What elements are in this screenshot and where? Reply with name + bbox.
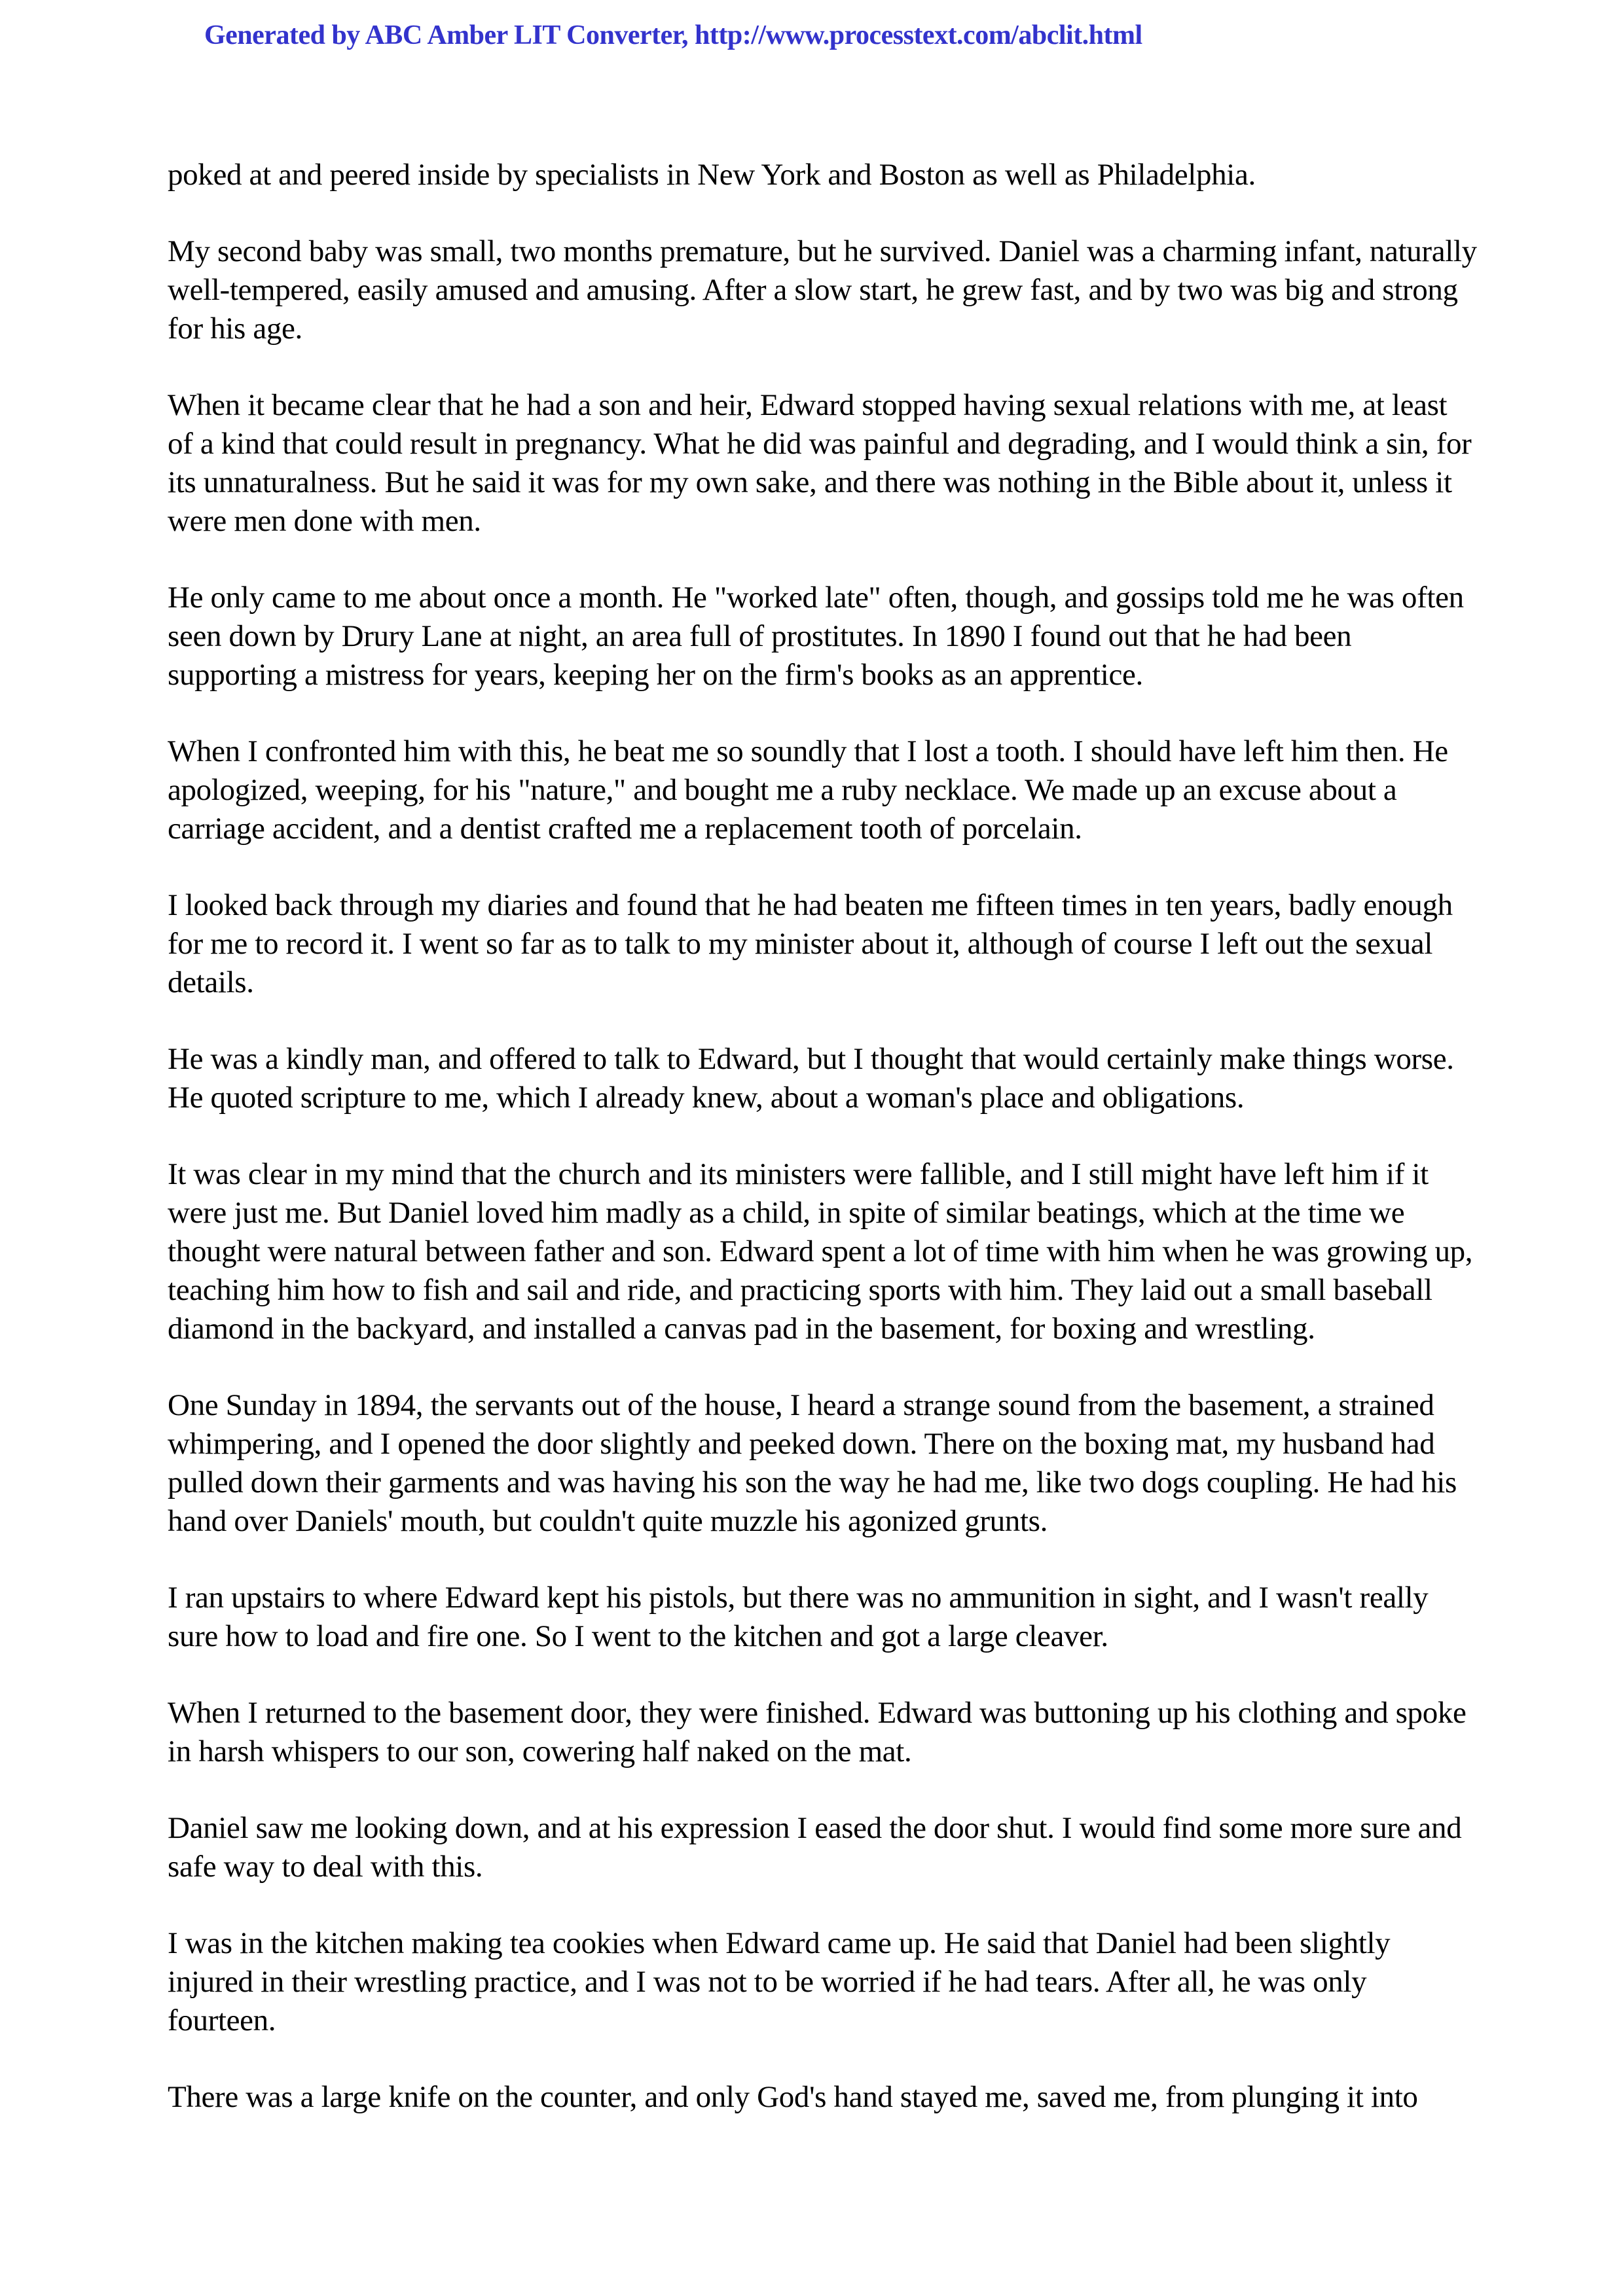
paragraph-10: I ran upstairs to where Edward kept his pistols, but there was no ammunition in sight, and I wasn't really sure how to load and fire one. So I went to the kitchen and got a large cleaver. [168, 1581, 1429, 1653]
paragraph-5: When I confronted him with this, he beat me so soundly that I lost a tooth. I should have left him then. He apologized, weeping, for his "nature," and bought me a ruby necklace. We made up an excuse about a carriage accident, and a dentist crafted me a replacement tooth of porcelain. [168, 734, 1448, 846]
converter-header-link[interactable]: Generated by ABC Amber LIT Converter, http://www.processtext.com/abclit.html [204, 20, 1142, 50]
paragraph-1: poked at and peered inside by specialists in New York and Boston as well as Philadelphia. [168, 158, 1256, 192]
document-body [168, 156, 1477, 2155]
paragraph-3: When it became clear that he had a son and heir, Edward stopped having sexual relations with me, at least of a kind that could result in pregnancy. What he did was painful and degrading, and I would think a sin, for its unnaturalness. But he said it was for my own sake, and there was nothing in the Bible about it, unless it were men done with men. [168, 388, 1472, 538]
paragraph-14: There was a large knife on the counter, and only God's hand stayed me, saved me, from plunging it into [168, 2080, 1418, 2114]
paragraph-7: He was a kindly man, and offered to talk to Edward, but I thought that would certainly make things worse. He quoted scripture to me, which I already knew, about a woman's place and obligations. [168, 1042, 1454, 1115]
paragraph-9: One Sunday in 1894, the servants out of the house, I heard a strange sound from the basement, a strained whimpering, and I opened the door slightly and peeked down. There on the boxing mat, my husband had pulled down their garments and was having his son the way he had me, like two dogs coupling. He had his hand over Daniels' mouth, but couldn't quite muzzle his agonized grunts. [168, 1388, 1457, 1538]
paragraph-11: When I returned to the basement door, they were finished. Edward was buttoning up his clothing and spoke in harsh whispers to our son, cowering half naked on the mat. [168, 1696, 1467, 1768]
paragraph-4: He only came to me about once a month. He "worked late" often, though, and gossips told me he was often seen down by Drury Lane at night, an area full of prostitutes. In 1890 I found out that he had been supporting a mistress for years, keeping her on the firm's books as an apprentice. [168, 581, 1464, 692]
paragraph-13: I was in the kitchen making tea cookies when Edward came up. He said that Daniel had been slightly injured in their wrestling practice, and I was not to be worried if he had tears. After all, he was only fourteen. [168, 1926, 1391, 2037]
paragraph-6: I looked back through my diaries and found that he had beaten me fifteen times in ten years, badly enough for me to record it. I went so far as to talk to my minister about it, although of course I left out the sexual details. [168, 888, 1453, 999]
paragraph-8: It was clear in my mind that the church and its ministers were fallible, and I still might have left him if it were just me. But Daniel loved him madly as a child, in spite of similar beatings, which at the time we thought were natural between father and son. Edward spent a lot of time with him when he was growing up, teaching him how to fish and sail and ride, and practicing sports with him. They laid out a small baseball diamond in the backyard, and installed a canvas pad in the basement, for boxing and wrestling. [168, 1157, 1473, 1346]
paragraph-12: Daniel saw me looking down, and at his expression I eased the door shut. I would find some more sure and safe way to deal with this. [168, 1811, 1462, 1884]
paragraph-2: My second baby was small, two months premature, but he survived. Daniel was a charming infant, naturally well-tempered, easily amused and amusing. After a slow start, he grew fast, and by two was big and strong for his age. [168, 234, 1477, 346]
